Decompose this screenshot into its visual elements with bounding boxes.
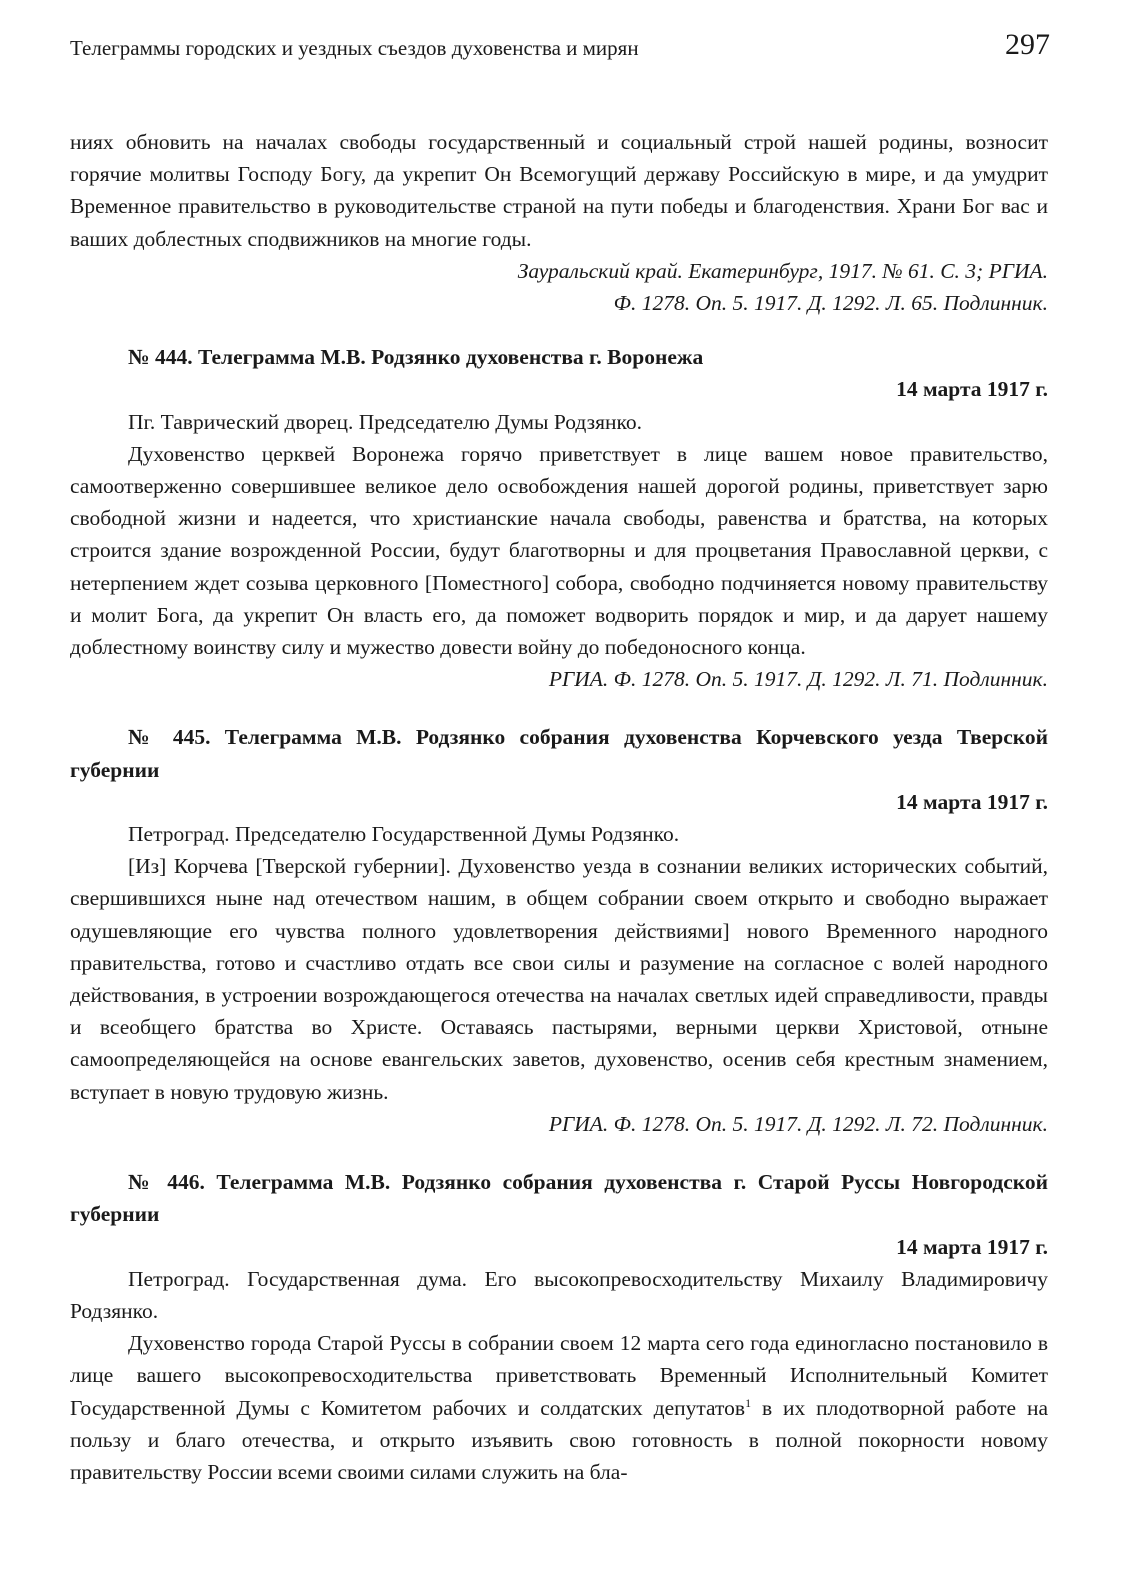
doc444-heading: № 444. Телеграмма М.В. Родзянко духовенства г. Воронежа [128, 345, 704, 370]
doc444-date: 14 марта 1917 г. [896, 377, 1048, 402]
doc445-address: Петроград. Председателю Государственной Думы Родзянко. [128, 822, 680, 847]
doc444-address: Пг. Таврический дворец. Председателю Думы Родзянко. [128, 409, 642, 434]
doc445-heading: № 445. Телеграмма М.В. Родзянко собрания духовенства Корчевского уезда Тверской губернии [70, 725, 1048, 782]
doc445-source: РГИА. Ф. 1278. Оп. 5. 1917. Д. 1292. Л. 72. Подлинник. [548, 1111, 1048, 1136]
doc445-date: 14 марта 1917 г. [896, 789, 1048, 814]
intro-source-line1: Зауральский край. Екатеринбург, 1917. № 61. С. 3; РГИА. [517, 258, 1048, 283]
doc444-source: РГИА. Ф. 1278. Оп. 5. 1917. Д. 1292. Л. 71. Подлинник. [548, 667, 1048, 692]
doc446-body-part2: в их плодотворной работе на пользу и благо отечества, и открыто изъявить свою готовность в полной покорности новому правительству России всеми своими силами служить на бла- [70, 1395, 1048, 1484]
running-header [70, 28, 1050, 68]
doc446-date: 14 марта 1917 г. [896, 1234, 1048, 1259]
doc446-body [70, 1327, 1048, 1488]
doc446-heading: № 446. Телеграмма М.В. Родзянко собрания духовенства г. Старой Руссы Новгородской губернии [70, 1170, 1048, 1227]
doc445-body: [Из] Корчева [Тверской губернии]. Духовенство уезда в сознании великих исторических событий, свершившихся ныне над отечеством нашим, в общем собрании своем открыто и свободно выражает одушевляющие его чувства полного удовлетворения действиями] нового Временного народного правительства, готово и счастливо отдать все свои силы и разумение на согласное с волей народного действования, в устроении возрождающегося отечества на началах светлых идей справедливости, правды и всеобщего братства во Христе. Оставаясь пастырями, верными церкви Христовой, отныне самоопределяющейся на основе евангельских заветов, духовенство, осенив себя крестным знамением, вступает в новую трудовую жизнь. [70, 854, 1048, 1104]
doc444-body: Духовенство церквей Воронежа горячо приветствует в лице вашем новое правительство, самоотверженно совершившее великое дело освобождения нашей дорогой родины, приветствует зарю свободной жизни и надеется, что христианские начала свободы, равенства и братства, на которых строится здание возрожденной России, будут благотворны и для процветания Православной церкви, с нетерпением ждет созыва церковного [Поместного] собора, свободно подчиняется новому правительству и молит Бога, да укрепит Он власть его, да поможет водворить порядок и мир, и да дарует нашему доблестному воинству силу и мужество довести войну до победоносного конца. [70, 441, 1048, 660]
doc446-address: Петроград. Государственная дума. Его высокопревосходительству Михаилу Владимировичу Родзянко. [70, 1266, 1048, 1323]
intro-text: ниях обновить на началах свободы государственный и социальный строй нашей родины, возносит горячие молитвы Господу Богу, да укрепит Он Всемогущий державу Российскую в мире, и да умудрит Временное правительство в руководительстве страной на пути победы и благоденствия. Храни Бог вас и ваших доблестных сподвижников на многие годы. [70, 130, 1048, 251]
running-title: Телеграммы городских и уездных съездов духовенства и мирян [70, 36, 639, 60]
footnote-mark: 1 [745, 1395, 752, 1410]
page-body [70, 126, 1048, 1488]
intro-source-line2: Ф. 1278. Оп. 5. 1917. Д. 1292. Л. 65. Подлинник. [613, 291, 1048, 316]
doc446-body-part1: Духовенство города Старой Руссы в собрании своем 12 марта сего года единогласно постановило в лице вашего высокопревосходительства приветствовать Временный Исполнительный Комитет Государственной Думы с Комитетом рабочих и солдатских депутатов [70, 1331, 1048, 1420]
page-number: 297 [1005, 28, 1050, 61]
